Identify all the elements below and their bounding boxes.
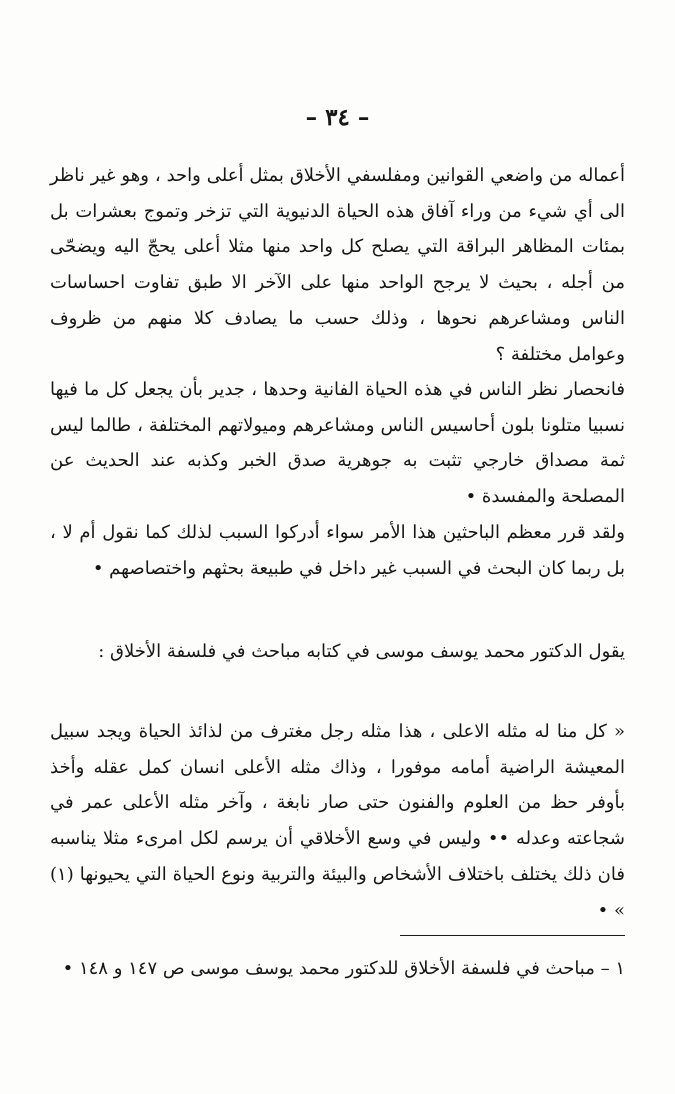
paragraph-1 xyxy=(50,158,625,372)
paragraph-text: « كل منا له مثله الاعلى ، هذا مثله رجل مغترف من لذائذ الحياة ويجد سبيل المعيشة الراضية أمامه موفورا ، وذاك مثله الأعلى انسان كمل عقله وأخذ بأوفر حظ من العلوم والفنون حتى صار نابغة ، وآخر مثله الأعلى عمر في شجاعته وعدله •• وليس في وسع الأخلاقي أن يرسم لكل امرىء مثلا يناسبه فان ذلك يختلف باختلاف الأشخاص والبيئة والتربية ونوع الحياة التي يحيونها (١) » • xyxy=(50,721,625,921)
quotation-paragraph xyxy=(50,714,625,928)
footnote-divider xyxy=(400,935,625,936)
paragraph-4 xyxy=(50,634,625,670)
paragraph-text: أعماله من واضعي القوانين ومفلسفي الأخلاق بمثل أعلى واحد ، وهو غير ناظر الى أي شيء من وراء آفاق هذه الحياة الدنيوية التي تزخر وتموج بعشرات بل بمئات المظاهر البراقة التي يصلح كل واحد منها مثلا أعلى يحجّ اليه ويضحّى من أجله ، بحيث لا يرجح الواحد منها على الآخر الا طبق تفاوت احساسات الناس ومشاعرهم نحوها ، وذلك حسب ما يصادف كلا منهم من ظروف وعوامل مختلفة ؟ xyxy=(50,165,625,365)
paragraph-text: فانحصار نظر الناس في هذه الحياة الفانية وحدها ، جدير بأن يجعل كل ما فيها نسبيا متلونا بلون أحاسيس الناس ومشاعرهم وميولاتهم المختلفة ، طالما ليس ثمة مصداق خارجي تثبت به جوهرية صدق الخبر وكذبه عند الحديث عن المصلحة والمفسدة • xyxy=(50,379,625,508)
footnote xyxy=(50,952,625,986)
footnote-text: ١ – مباحث في فلسفة الأخلاق للدكتور محمد يوسف موسى ص ١٤٧ و ١٤٨ • xyxy=(62,958,625,979)
paragraph-text: يقول الدكتور محمد يوسف موسى في كتابه مباحث في فلسفة الأخلاق : xyxy=(98,641,625,662)
paragraph-3 xyxy=(50,515,625,586)
paragraph-2 xyxy=(50,372,625,515)
paragraph-text: ولقد قرر معظم الباحثين هذا الأمر سواء أدركوا السبب لذلك كما نقول أم لا ، بل ربما كان البحث في السبب غير داخل في طبيعة بحثهم واختصاصهم • xyxy=(50,522,625,579)
page-number: – ٣٤ – xyxy=(305,104,370,131)
